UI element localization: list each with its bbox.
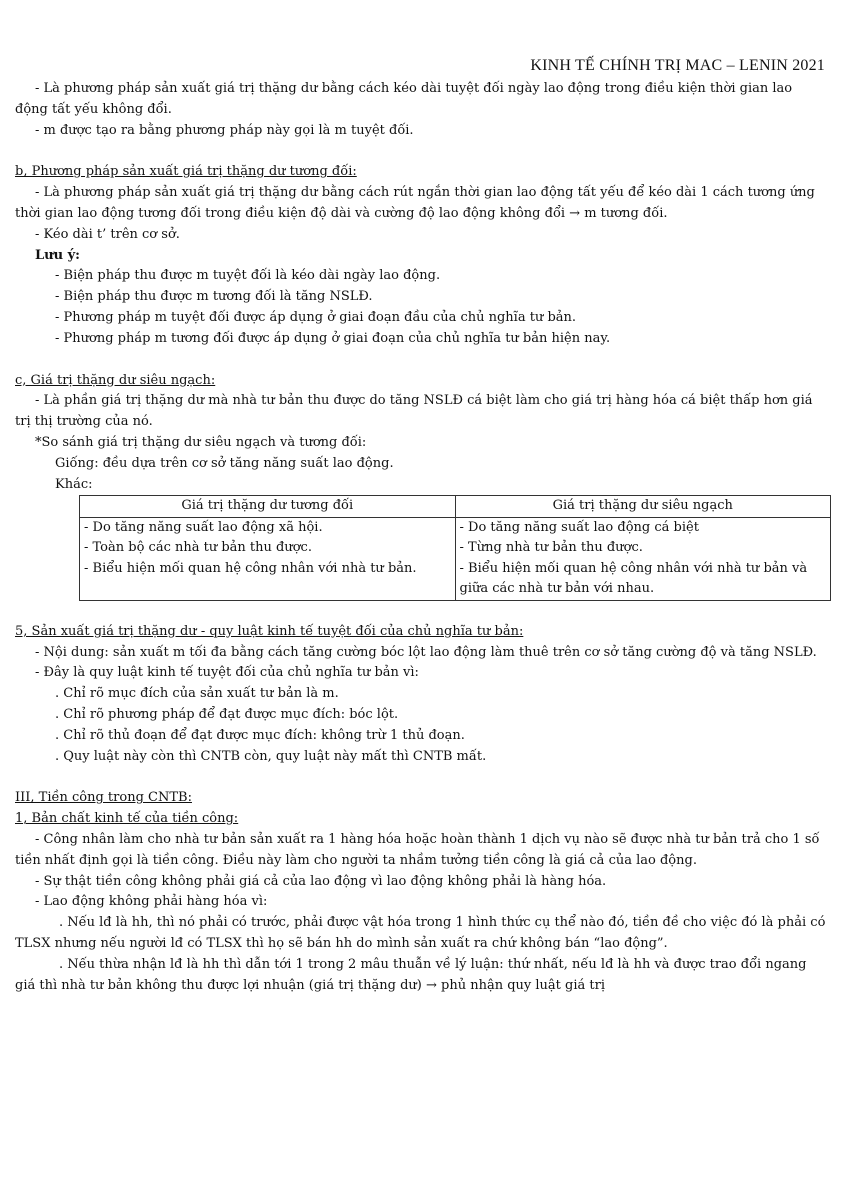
comparison-table xyxy=(79,495,831,601)
paragraph: - Sự thật tiền công không phải giá cả của lao động vì lao động không phải là hàng hóa. xyxy=(35,873,607,889)
paragraph: Khác: xyxy=(55,476,93,492)
paragraph: - Là phần giá trị thặng dư mà nhà tư bản thu được do tăng NSLĐ cá biệt làm cho giá trị hàng hóa cá biệt thấp hơn giá trị thị trường của nó. xyxy=(15,393,813,430)
note-label: Lưu ý: xyxy=(35,247,80,263)
section-heading: b, Phương pháp sản xuất giá trị thặng dư tương đối: xyxy=(15,164,357,180)
note-item: - Phương pháp m tương đối được áp dụng ở giai đoạn của chủ nghĩa tư bản hiện nay. xyxy=(55,330,611,346)
paragraph: - m được tạo ra bằng phương pháp này gọi là m tuyệt đối. xyxy=(35,122,414,138)
table-cell: - Biểu hiện mối quan hệ công nhân với nhà tư bản và giữa các nhà tư bản với nhau. xyxy=(455,559,831,601)
note-item: - Phương pháp m tuyệt đối được áp dụng ở giai đoạn đầu của chủ nghĩa tư bản. xyxy=(55,309,577,325)
list-item: . Chỉ rõ thủ đoạn để đạt được mục đích: không trừ 1 thủ đoạn. xyxy=(55,727,465,743)
page-content xyxy=(15,79,827,996)
paragraph: - Là phương pháp sản xuất giá trị thặng dư bằng cách kéo dài tuyệt đối ngày lao động trong điều kiện thời gian lao động tất yếu không đổi. xyxy=(15,81,793,117)
list-item: . Quy luật này còn thì CNTB còn, quy luật này mất thì CNTB mất. xyxy=(55,748,487,764)
table-cell: - Toàn bộ các nhà tư bản thu được. xyxy=(80,538,456,559)
paragraph: . Nếu lđ là hh, thì nó phải có trước, phải được vật hóa trong 1 hình thức cụ thể nào đó, tiền đề cho việc đó là phải có TLSX nhưng nếu người lđ có TLSX thì họ sẽ bán hh do mình sản xuất ra chứ không bán “lao động”. xyxy=(15,915,826,951)
table-cell: - Do tăng năng suất lao động xã hội. xyxy=(80,517,456,538)
paragraph: - Nội dung: sản xuất m tối đa bằng cách tăng cường bóc lột lao động làm thuê trên cơ sở tăng cường độ và tăng NSLĐ. xyxy=(35,644,817,660)
list-item: . Chỉ rõ mục đích của sản xuất tư bản là m. xyxy=(55,686,339,702)
table-cell: - Từng nhà tư bản thu được. xyxy=(455,538,831,559)
table-header: Giá trị thặng dư tương đối xyxy=(80,496,456,518)
paragraph: - Lao động không phải hàng hóa vì: xyxy=(35,894,268,910)
subsection-heading: 1, Bản chất kinh tế của tiền công: xyxy=(15,811,239,827)
paragraph: - Kéo dài t’ trên cơ sở. xyxy=(35,226,180,242)
paragraph: *So sánh giá trị thặng dư siêu ngạch và tương đối: xyxy=(35,434,367,450)
table-cell: - Biểu hiện mối quan hệ công nhân với nhà tư bản. xyxy=(80,559,456,601)
list-item: . Chỉ rõ phương pháp để đạt được mục đích: bóc lột. xyxy=(55,707,399,723)
table-cell: - Do tăng năng suất lao động cá biệt xyxy=(455,517,831,538)
section-heading: III, Tiền công trong CNTB: xyxy=(15,790,192,806)
section-heading: 5, Sản xuất giá trị thặng dư - quy luật kinh tế tuyệt đối của chủ nghĩa tư bản: xyxy=(15,623,524,639)
note-item: - Biện pháp thu được m tương đối là tăng NSLĐ. xyxy=(55,289,373,305)
paragraph: - Công nhân làm cho nhà tư bản sản xuất ra 1 hàng hóa hoặc hoàn thành 1 dịch vụ nào sẽ được nhà tư bản trả cho 1 số tiền nhất định gọi là tiền công. Điều này làm cho người ta nhầm tưởng tiền công là giá cả của lao động. xyxy=(15,832,820,868)
note-item: - Biện pháp thu được m tuyệt đối là kéo dài ngày lao động. xyxy=(55,268,441,284)
paragraph: - Đây là quy luật kinh tế tuyệt đối của chủ nghĩa tư bản vì: xyxy=(35,665,419,681)
paragraph: - Là phương pháp sản xuất giá trị thặng dư bằng cách rút ngắn thời gian lao động tất yếu để kéo dài 1 cách tương ứng thời gian lao động tương đối trong điều kiện độ dài và cường độ lao động không đổi → m tương đối. xyxy=(15,185,815,221)
paragraph: . Nếu thừa nhận lđ là hh thì dẫn tới 1 trong 2 mâu thuẫn về lý luận: thứ nhất, nếu lđ là hh và được trao đổi ngang giá thì nhà tư bản không thu được lợi nhuận (giá trị thặng dư) → phủ nhận quy luật giá trị xyxy=(15,956,807,993)
table-header: Giá trị thặng dư siêu ngạch xyxy=(455,496,831,518)
section-heading: c, Giá trị thặng dư siêu ngạch: xyxy=(15,372,216,388)
paragraph: Giống: đều dựa trên cơ sở tăng năng suất lao động. xyxy=(55,455,394,471)
page-header: KINH TẾ CHÍNH TRỊ MAC – LENIN 2021 xyxy=(530,57,825,74)
